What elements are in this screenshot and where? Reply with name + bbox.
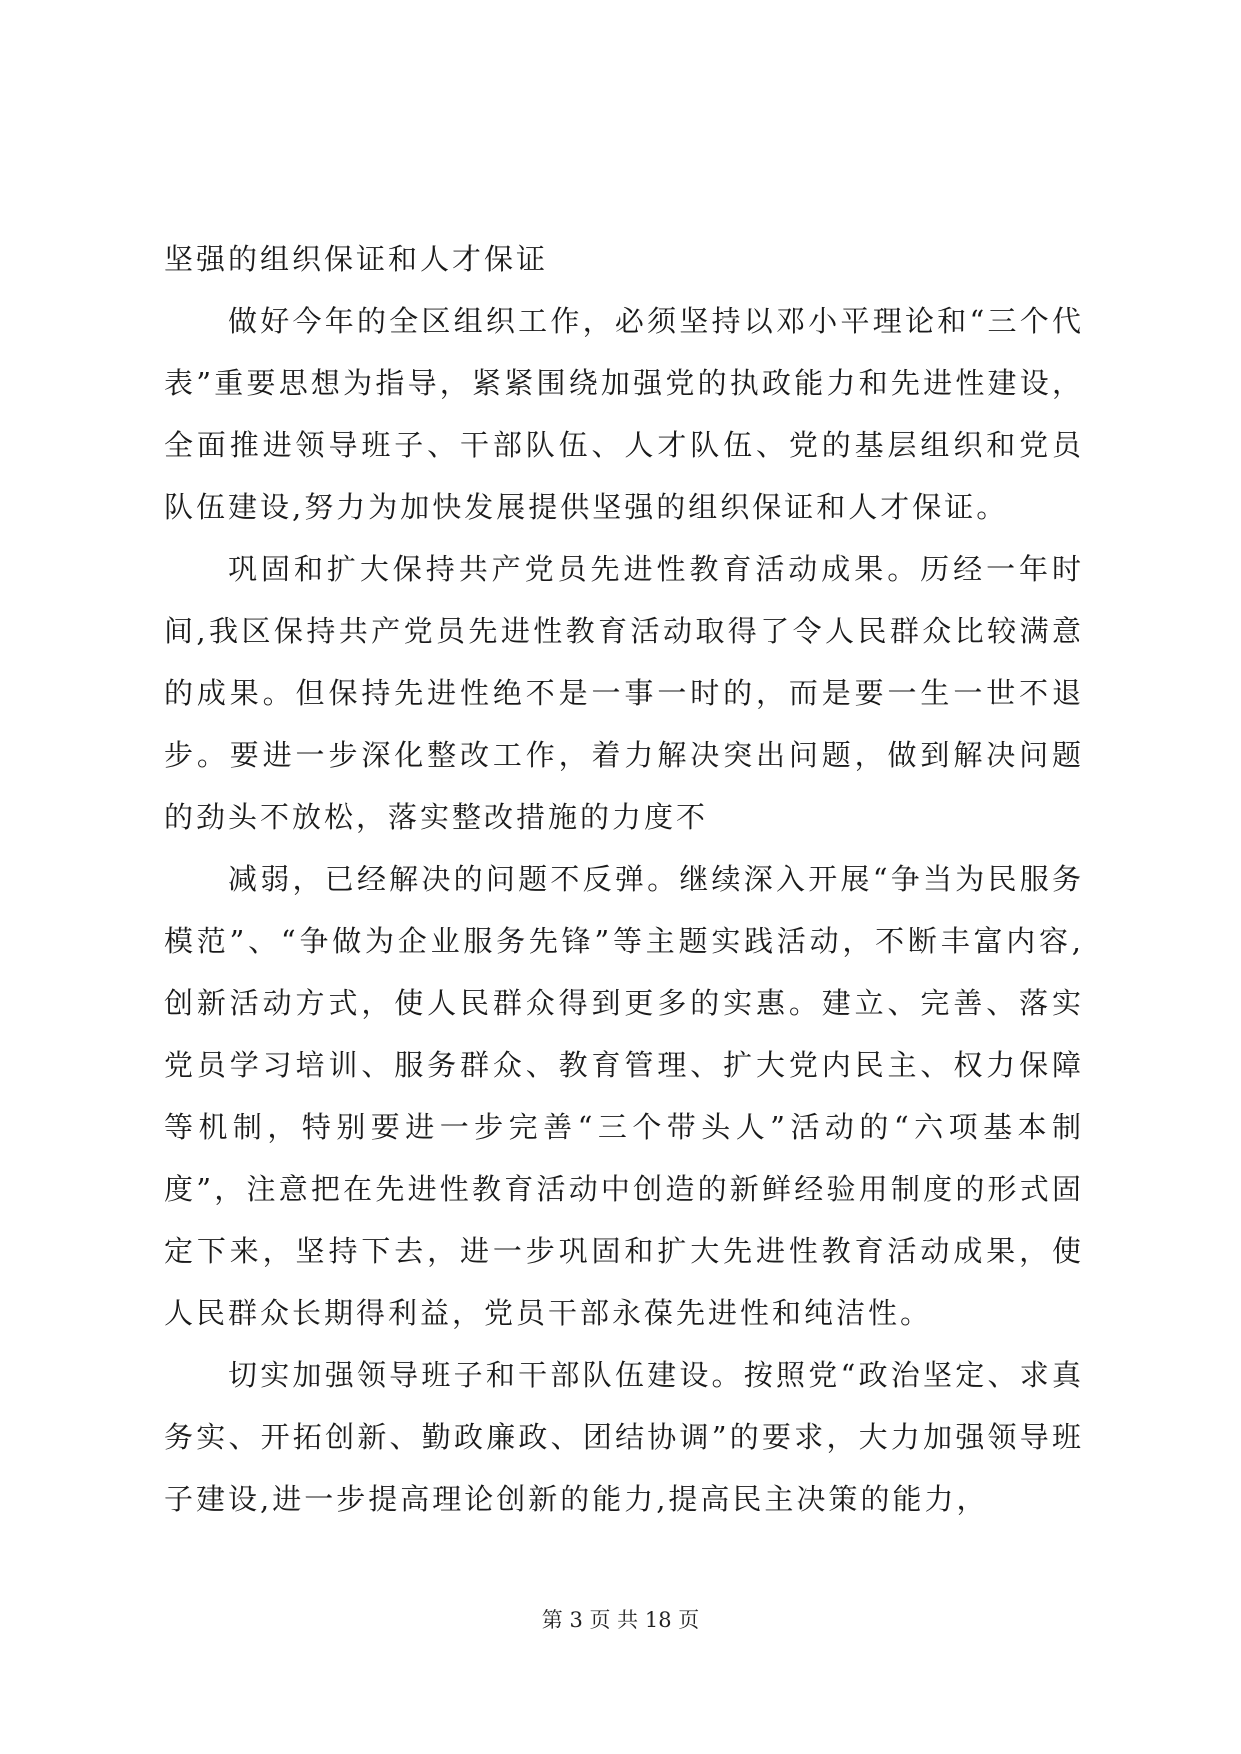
- paragraph-leadership-building: 切实加强领导班子和干部队伍建设。按照党“政治坚定、求真务实、开拓创新、勤政廉政、团结协调”的要求，大力加强领导班子建设,进一步提高理论创新的能力,提高民主决策的能力，: [164, 1358, 1084, 1516]
- document-body: [164, 228, 1084, 1530]
- page-number-footer: 第 3 页 共 18 页: [541, 1608, 700, 1632]
- paragraph-work-guideline: 做好今年的全区组织工作，必须坚持以邓小平理论和“三个代表”重要思想为指导，紧紧围绕加强党的执政能力和先进性建设，全面推进领导班子、干部队伍、人才队伍、党的基层组织和党员队伍建设,努力为加快发展提供坚强的组织保证和人才保证。: [164, 304, 1084, 524]
- paragraph-mechanisms: 减弱，已经解决的问题不反弹。继续深入开展“争当为民服务模范”、“争做为企业服务先锋”等主题实践活动，不断丰富内容,创新活动方式，使人民群众得到更多的实惠。建立、完善、落实党员学习培训、服务群众、教育管理、扩大党内民主、权力保障等机制，特别要进一步完善“三个带头人”活动的“六项基本制度”，注意把在先进性教育活动中创造的新鲜经验用制度的形式固定下来，坚持下去，进一步巩固和扩大先进性教育活动成果，使人民群众长期得利益，党员干部永葆先进性和纯洁性。: [164, 862, 1084, 1330]
- paragraph-consolidate-results: 巩固和扩大保持共产党员先进性教育活动成果。历经一年时间,我区保持共产党员先进性教育活动取得了令人民群众比较满意的成果。但保持先进性绝不是一事一时的，而是要一生一世不退步。要进一步深化整改工作，着力解决突出问题，做到解决问题的劲头不放松，落实整改措施的力度不: [164, 552, 1084, 834]
- paragraph-continuation: 坚强的组织保证和人才保证: [164, 242, 549, 276]
